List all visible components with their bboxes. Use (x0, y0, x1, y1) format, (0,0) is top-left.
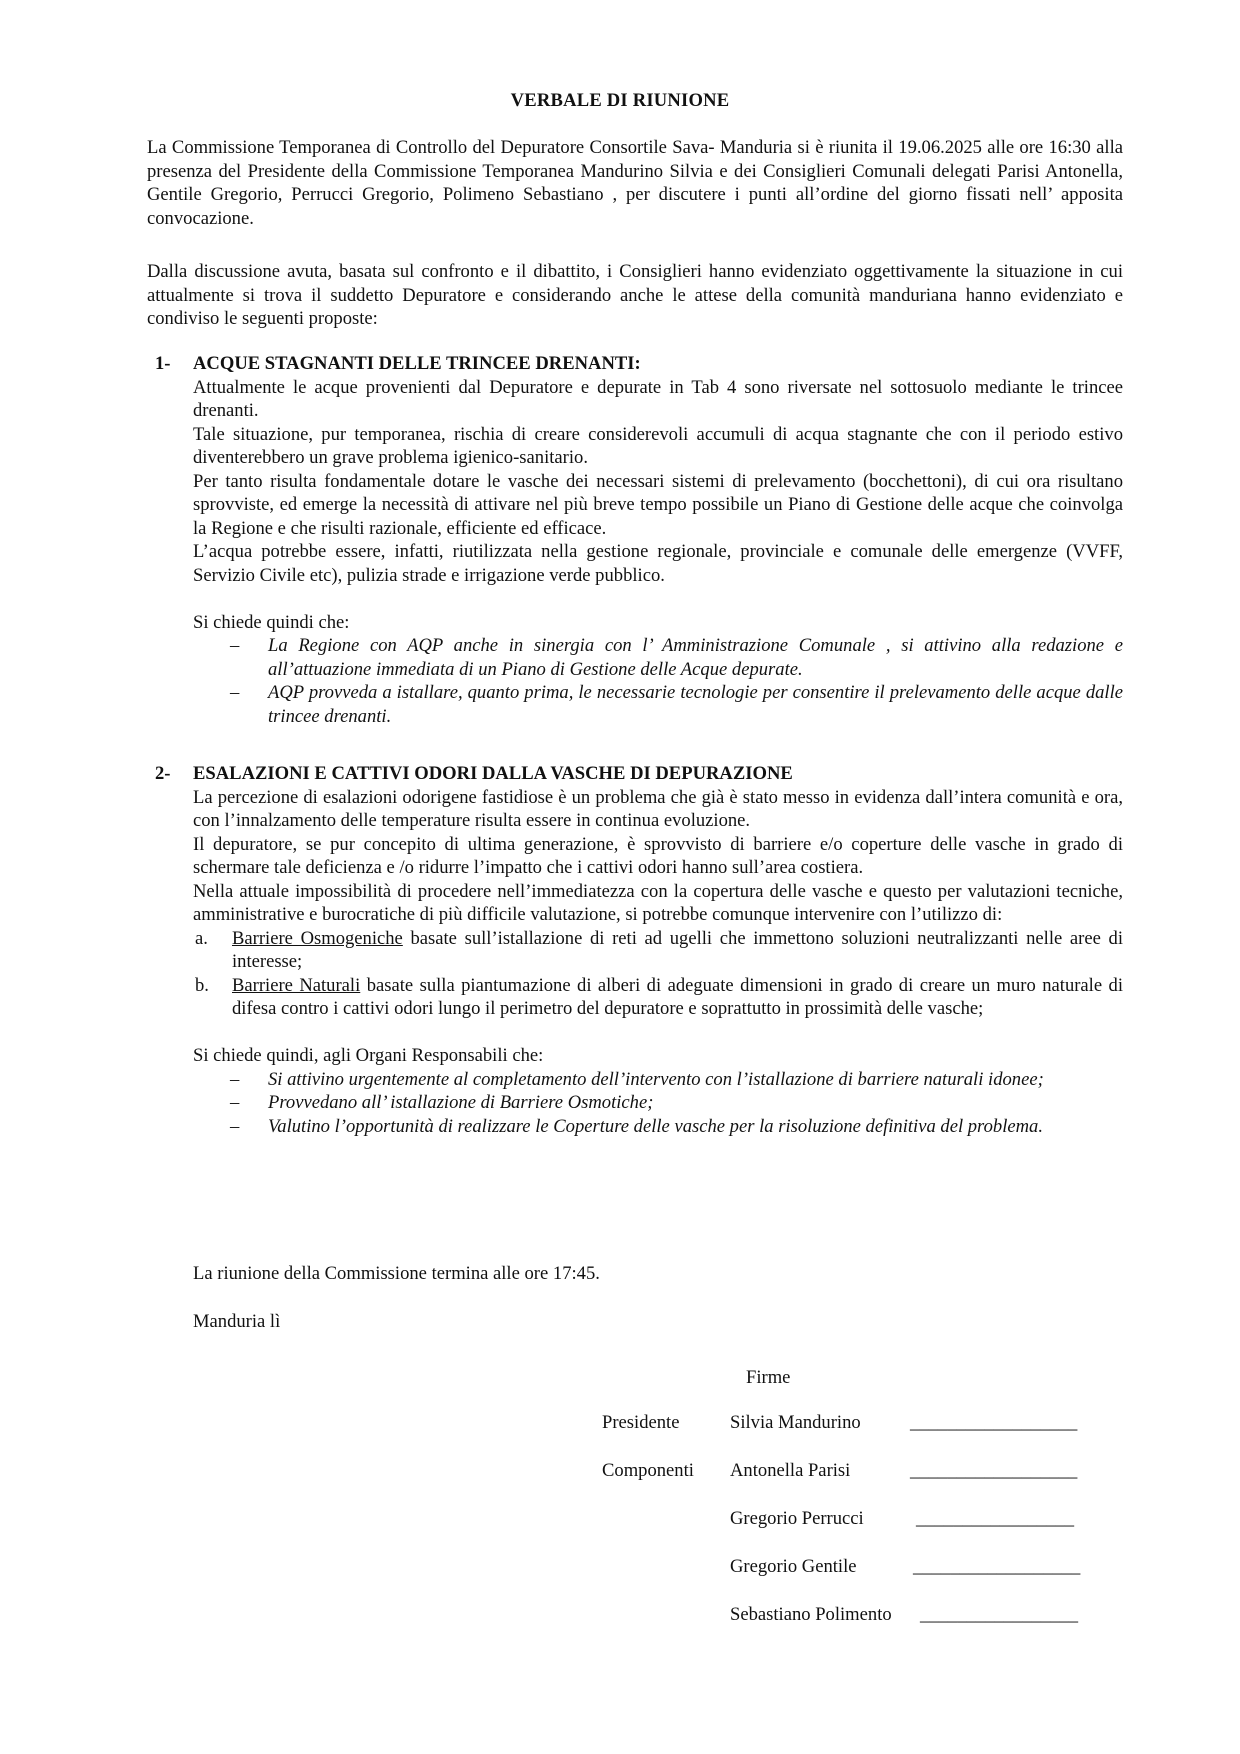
request-list (155, 1068, 1123, 1139)
signature-name: Antonella Parisi (730, 1460, 851, 1481)
signature-row (602, 1603, 1122, 1627)
signature-row (602, 1459, 1122, 1483)
section-heading (155, 762, 1123, 786)
option-item (155, 927, 1123, 974)
signature-role: Componenti (602, 1460, 694, 1481)
signature-role: Presidente (602, 1412, 680, 1433)
option-letter: a. (195, 927, 208, 949)
option-text: basate sull’istallazione di reti ad ugelli che immettono soluzioni neutralizzanti nelle aree di interesse; (232, 927, 1124, 972)
dash-bullet-icon: – (230, 1068, 240, 1090)
section-heading (155, 352, 1123, 376)
option-term: Barriere Osmogeniche (232, 927, 403, 949)
place-line: Manduria lì (193, 1311, 281, 1332)
signature-line[interactable]: __________________ (910, 1460, 1078, 1481)
request-intro: Si chiede quindi che: (193, 611, 350, 633)
closing-statement: La riunione della Commissione termina alle ore 17:45. (193, 1263, 600, 1284)
section-1 (155, 352, 1123, 728)
request-text: Provvedano all’ istallazione di Barriere Osmotiche; (268, 1092, 654, 1113)
intro-text: La Commissione Temporanea di Controllo del Depuratore Consortile Sava- Manduria si è riunita il 19.06.2025 alle ore 16:30 alla presenza del Presidente della Commissione Temporanea Mandurino Silvia e dei Consiglieri Comunali delegati Parisi Antonella, Gentile Gregorio, Perrucci Gregorio, Polimeno Sebastiano , per discutere i punti all’ordine del giorno fissati nell’ apposita convocazione. (147, 137, 1123, 229)
document-title: VERBALE DI RIUNIONE (510, 90, 730, 111)
signature-row (602, 1411, 1122, 1435)
options-list (155, 927, 1123, 1021)
section-number: 1- (155, 353, 171, 374)
option-item (155, 974, 1123, 1021)
request-item (155, 1068, 1123, 1092)
request-text: AQP provveda a istallare, quanto prima, le necessarie tecnologie per consentire il prelevamento delle acque dalle trincee drenanti. (268, 682, 1123, 727)
request-text: La Regione con AQP anche in sinergia con l’ Amministrazione Comunale , si attivino alla redazione e all’attuazione immediata di un Piano di Gestione delle Acque depurate. (268, 635, 1123, 680)
section-paragraph: Per tanto risulta fondamentale dotare le vasche dei necessari sistemi di prelevamento (bocchettoni), di cui ora risultano sprovviste, ed emerge la necessità di attivare nel più breve tempo possibile un Piano di Gestione delle acque che coinvolga la Regione e che risulti razionale, efficiente ed efficace. (193, 470, 1123, 539)
signature-line[interactable]: _________________ (920, 1604, 1079, 1625)
section-title: ACQUE STAGNANTI DELLE TRINCEE DRENANTI: (193, 353, 641, 374)
request-item (155, 1091, 1123, 1115)
section-body (193, 376, 1123, 635)
signature-row (602, 1507, 1122, 1531)
option-text: basate sulla piantumazione di alberi di adeguate dimensioni in grado di creare un muro naturale di difesa contro i cattivi odori lungo il perimetro del depuratore e soprattutto in prossimità delle vasche; (232, 974, 1123, 1019)
section-paragraph: Il depuratore, se pur concepito di ultima generazione, è sprovvisto di barriere e/o coperture delle vasche in grado di schermare tale deficienza e /o ridurre l’impatto che i cattivi odori hanno sull’area costiera. (193, 833, 1123, 878)
discussion-paragraph (147, 260, 1123, 331)
section-paragraph: Nella attuale impossibilità di procedere nell’immediatezza con la copertura delle vasche e questo per valutazioni tecniche, amministrative e burocratiche di più difficile valutazione, si potrebbe comunque intervenire con l’utilizzo di: (193, 880, 1123, 925)
option-letter: b. (195, 974, 209, 996)
signature-name: Gregorio Gentile (730, 1556, 857, 1577)
signature-line[interactable]: __________________ (910, 1412, 1078, 1433)
signature-name: Silvia Mandurino (730, 1412, 861, 1433)
signature-name: Sebastiano Polimento (730, 1604, 892, 1625)
discussion-text: Dalla discussione avuta, basata sul confronto e il dibattito, i Consiglieri hanno evidenziato oggettivamente la situazione in cui attualmente si trova il suddetto Depuratore e considerando anche le attese della comunità manduriana hanno evidenziato e condiviso le seguenti proposte: (147, 261, 1123, 329)
dash-bullet-icon: – (230, 682, 240, 703)
intro-paragraph (147, 136, 1123, 230)
signatures-heading: Firme (746, 1367, 791, 1388)
signature-line[interactable]: _________________ (916, 1508, 1075, 1529)
section-paragraph: Attualmente le acque provenienti dal Depuratore e depurate in Tab 4 sono riversate nel sottosuolo mediante le trincee drenanti. (193, 376, 1123, 421)
request-intro: Si chiede quindi, agli Organi Responsabili che: (193, 1045, 544, 1066)
request-item (155, 1115, 1123, 1139)
request-list (155, 634, 1123, 728)
signature-line[interactable]: __________________ (913, 1556, 1081, 1577)
section-paragraph: La percezione di esalazioni odorigene fastidiose è un problema che già è stato messo in evidenza dall’intera comunità e ora, con l’innalzamento delle temperature risulta essere in continua evoluzione. (193, 786, 1123, 831)
request-text: Si attivino urgentemente al completamento dell’intervento con l’istallazione di barriere naturali idonee; (268, 1068, 1044, 1090)
dash-bullet-icon: – (230, 1092, 240, 1113)
dash-bullet-icon: – (230, 635, 240, 656)
option-term: Barriere Naturali (232, 974, 361, 996)
section-paragraph: Tale situazione, pur temporanea, rischia di creare considerevoli accumuli di acqua stagnante che con il periodo estivo diventerebbero un grave problema igienico-sanitario. (193, 423, 1123, 468)
section-number: 2- (155, 763, 171, 784)
dash-bullet-icon: – (230, 1115, 240, 1137)
request-item (155, 681, 1123, 728)
section-title: ESALAZIONI E CATTIVI ODORI DALLA VASCHE DI DEPURAZIONE (193, 763, 793, 784)
signature-row (602, 1555, 1122, 1579)
section-2 (155, 762, 1123, 1138)
section-body (193, 786, 1123, 927)
request-item (155, 634, 1123, 681)
signature-name: Gregorio Perrucci (730, 1508, 864, 1529)
section-paragraph: L’acqua potrebbe essere, infatti, riutilizzata nella gestione regionale, provinciale e comunale delle emergenze (VVFF, Servizio Civile etc), pulizia strade e irrigazione verde pubblico. (193, 541, 1123, 586)
request-text: Valutino l’opportunità di realizzare le Coperture delle vasche per la risoluzione definitiva del problema. (268, 1115, 1043, 1137)
